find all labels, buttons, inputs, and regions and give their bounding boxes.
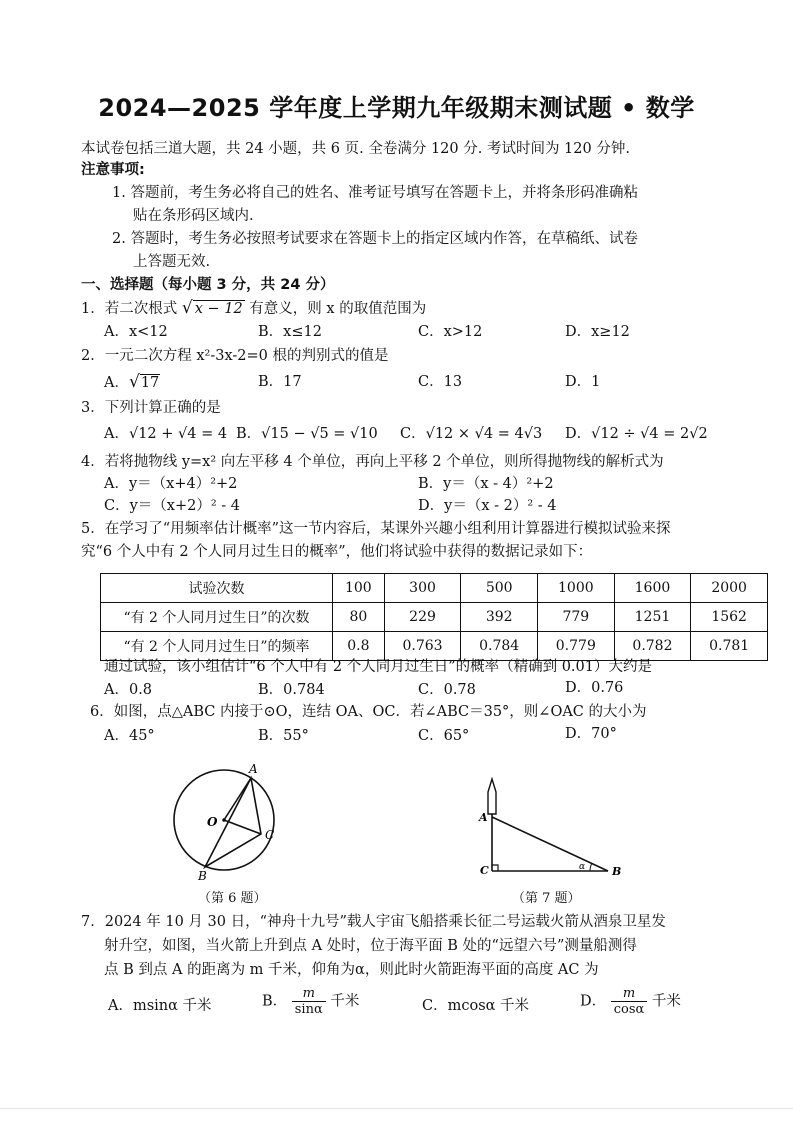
table-cell: 2000 [691,574,768,603]
q1-option-a: A．x<12 [104,324,168,340]
q3-option-d: D．√12 ÷ √4 = 2√2 [565,426,708,442]
q6-option-a: A．45° [104,728,155,744]
right-angle-mark [492,865,498,871]
table-cell: 392 [461,603,538,632]
rocket-icon [488,779,496,814]
table-cell: 1000 [538,574,615,603]
table-cell: 100 [333,574,385,603]
table-cell: 779 [538,603,615,632]
table-cell: 500 [461,574,538,603]
table-cell: “有 2 个人同月过生日”的频率 [101,632,333,661]
q2-option-a [104,372,160,393]
label-c: C [480,864,489,877]
question-1-stem [81,298,426,319]
q2-option-d: D．1 [565,374,601,390]
table-row [101,574,768,603]
q1-stem-post: 有意义，则 x 的取值范围为 [249,301,427,317]
question-6-stem: 6．如图，点△ABC 内接于⊙O，连结 OA、OC．若∠ABC＝35°，则∠OAC 的大小为 [90,704,647,720]
label-a: A [249,762,258,776]
table-cell: 1562 [691,603,768,632]
figure-7-caption: （第 7 题） [512,891,581,906]
q2-option-a-radicand: 17 [140,375,160,391]
label-c: C [265,828,275,842]
q7-option-d-label: D． [580,993,607,1010]
question-5-stem-3: 通过试验，该小组估计“6 个人中有 2 个人同月过生日”的概率（精确到 0.01）大约是 [104,659,652,675]
sqrt-icon: √ [181,298,193,318]
question-5-stem-2: 究“6 个人中有 2 个人同月过生日的概率”，他们将试验中获得的数据记录如下： [81,544,593,560]
label-o: O [207,815,218,829]
q4-option-c: C．y＝（x+2）² - 4 [104,498,240,514]
q1-radicand: x − 12 [194,301,243,317]
q1-stem-pre: 1．若二次根式 [81,301,178,317]
question-7-stem-2: 射升空，如图，当火箭上升到点 A 处时，位于海平面 B 处的“远望六号”测量船测得 [104,938,637,954]
fraction [292,986,326,1017]
table-row [101,603,768,632]
notice-item-2-cont: 上答题无效. [133,254,211,270]
question-7-stem-1: 7．2024 年 10 月 30 日，“神舟十九号”载人宇宙飞船搭乘长征二号运载火箭从酒泉卫星发 [81,914,666,930]
fraction-numerator: m [611,986,648,1002]
q7-option-c: C．mcosα 千米 [422,998,530,1014]
exam-title: 2024—2025 学年度上学期九年级期末测试题 • 数学 [98,94,695,122]
exam-intro: 本试卷包括三道大题，共 24 小题，共 6 页. 全卷满分 120 分. 考试时间为 120 分钟. [81,141,630,157]
rocket-triangle-figure [472,770,632,882]
label-alpha: α [579,862,586,872]
table-cell: 1600 [614,574,691,603]
q6-option-c: C．65° [418,728,470,744]
trial-data-table [100,573,768,661]
fraction-denominator: cosα [613,1002,645,1017]
notice-item-1: 1. 答题前，考生务必将自己的姓名、准考证号填写在答题卡上，并将条形码准确粘 [112,185,638,201]
question-2-stem: 2．一元二次方程 x²-3x-2=0 根的判别式的值是 [81,348,389,364]
q7-option-d [580,986,681,1017]
table-cell: 80 [333,603,385,632]
q7-option-b-label: B． [262,993,288,1010]
table-cell: “有 2 个人同月过生日”的次数 [101,603,333,632]
q6-option-d: D．70° [565,726,617,742]
label-b: B [612,865,622,878]
segment-oc [224,820,261,834]
table-cell: 0.8 [333,632,385,661]
segment-ab [492,817,608,871]
page-bottom-divider [0,1108,793,1109]
question-3-stem: 3．下列计算正确的是 [81,400,221,416]
fraction [611,986,648,1017]
q7-option-b-unit: 千米 [330,993,360,1010]
table-cell: 1251 [614,603,691,632]
table-cell: 试验次数 [101,574,333,603]
q3-option-b: B．√15 − √5 = √10 [236,426,378,442]
sqrt-icon: √ [128,372,140,392]
fraction-denominator: sinα [294,1002,323,1017]
question-7-stem-3: 点 B 到点 A 的距离为 m 千米，仰角为α，则此时火箭距海平面的高度 AC 为 [104,962,599,978]
notice-heading: 注意事项: [81,162,145,178]
q3-option-a: A．√12 + √4 = 4 [104,426,228,442]
q5-option-c: C．0.78 [418,682,476,698]
table-cell: 0.779 [538,632,615,661]
q7-option-d-unit: 千米 [651,993,681,1010]
question-4-stem: 4．若将抛物线 y=x² 向左平移 4 个单位，再向上平移 2 个单位，则所得抛物线的解析式为 [81,454,664,470]
segment-oa [224,778,251,820]
label-a: A [479,811,488,824]
table-cell: 0.782 [614,632,691,661]
q1-option-b: B．x≤12 [258,324,322,340]
q7-option-a: A．msinα 千米 [108,998,212,1014]
q1-option-d: D．x≥12 [565,324,630,340]
table-cell: 229 [384,603,461,632]
notice-item-2: 2. 答题时，考生务必按照考试要求在答题卡上的指定区域内作答，在草稿纸、试卷 [112,231,638,247]
q3-option-c: C．√12 × √4 = 4√3 [400,426,543,442]
table-cell: 0.763 [384,632,461,661]
figure-6-caption: （第 6 题） [198,891,267,906]
q4-option-a: A．y＝（x+4）²+2 [104,476,238,492]
q5-option-d: D．0.76 [565,680,624,696]
q5-option-b: B．0.784 [258,682,325,698]
angle-arc [590,863,592,871]
table-cell: 0.784 [461,632,538,661]
q5-option-a: A．0.8 [104,682,153,698]
label-b: B [198,869,207,883]
q2-option-a-label: A． [104,375,129,391]
circle-figure [165,760,295,885]
q4-option-b: B．y＝（x - 4）²+2 [418,476,554,492]
notice-item-1-cont: 贴在条形码区域内. [133,208,254,224]
q4-option-d: D．y＝（x - 2）² - 4 [418,498,557,514]
center-point [222,818,226,822]
q7-option-b [262,986,359,1017]
q1-option-c: C．x>12 [418,324,483,340]
fraction-numerator: m [292,986,326,1002]
table-cell: 0.781 [691,632,768,661]
q2-option-b: B．17 [258,374,302,390]
section-heading: 一、选择题（每小题 3 分，共 24 分） [81,277,335,293]
q2-option-c: C．13 [418,374,463,390]
table-cell: 300 [384,574,461,603]
q6-option-b: B．55° [258,728,309,744]
question-5-stem-1: 5．在学习了“用频率估计概率”这一节内容后，某课外兴趣小组利用计算器进行模拟试验来探 [81,521,671,537]
